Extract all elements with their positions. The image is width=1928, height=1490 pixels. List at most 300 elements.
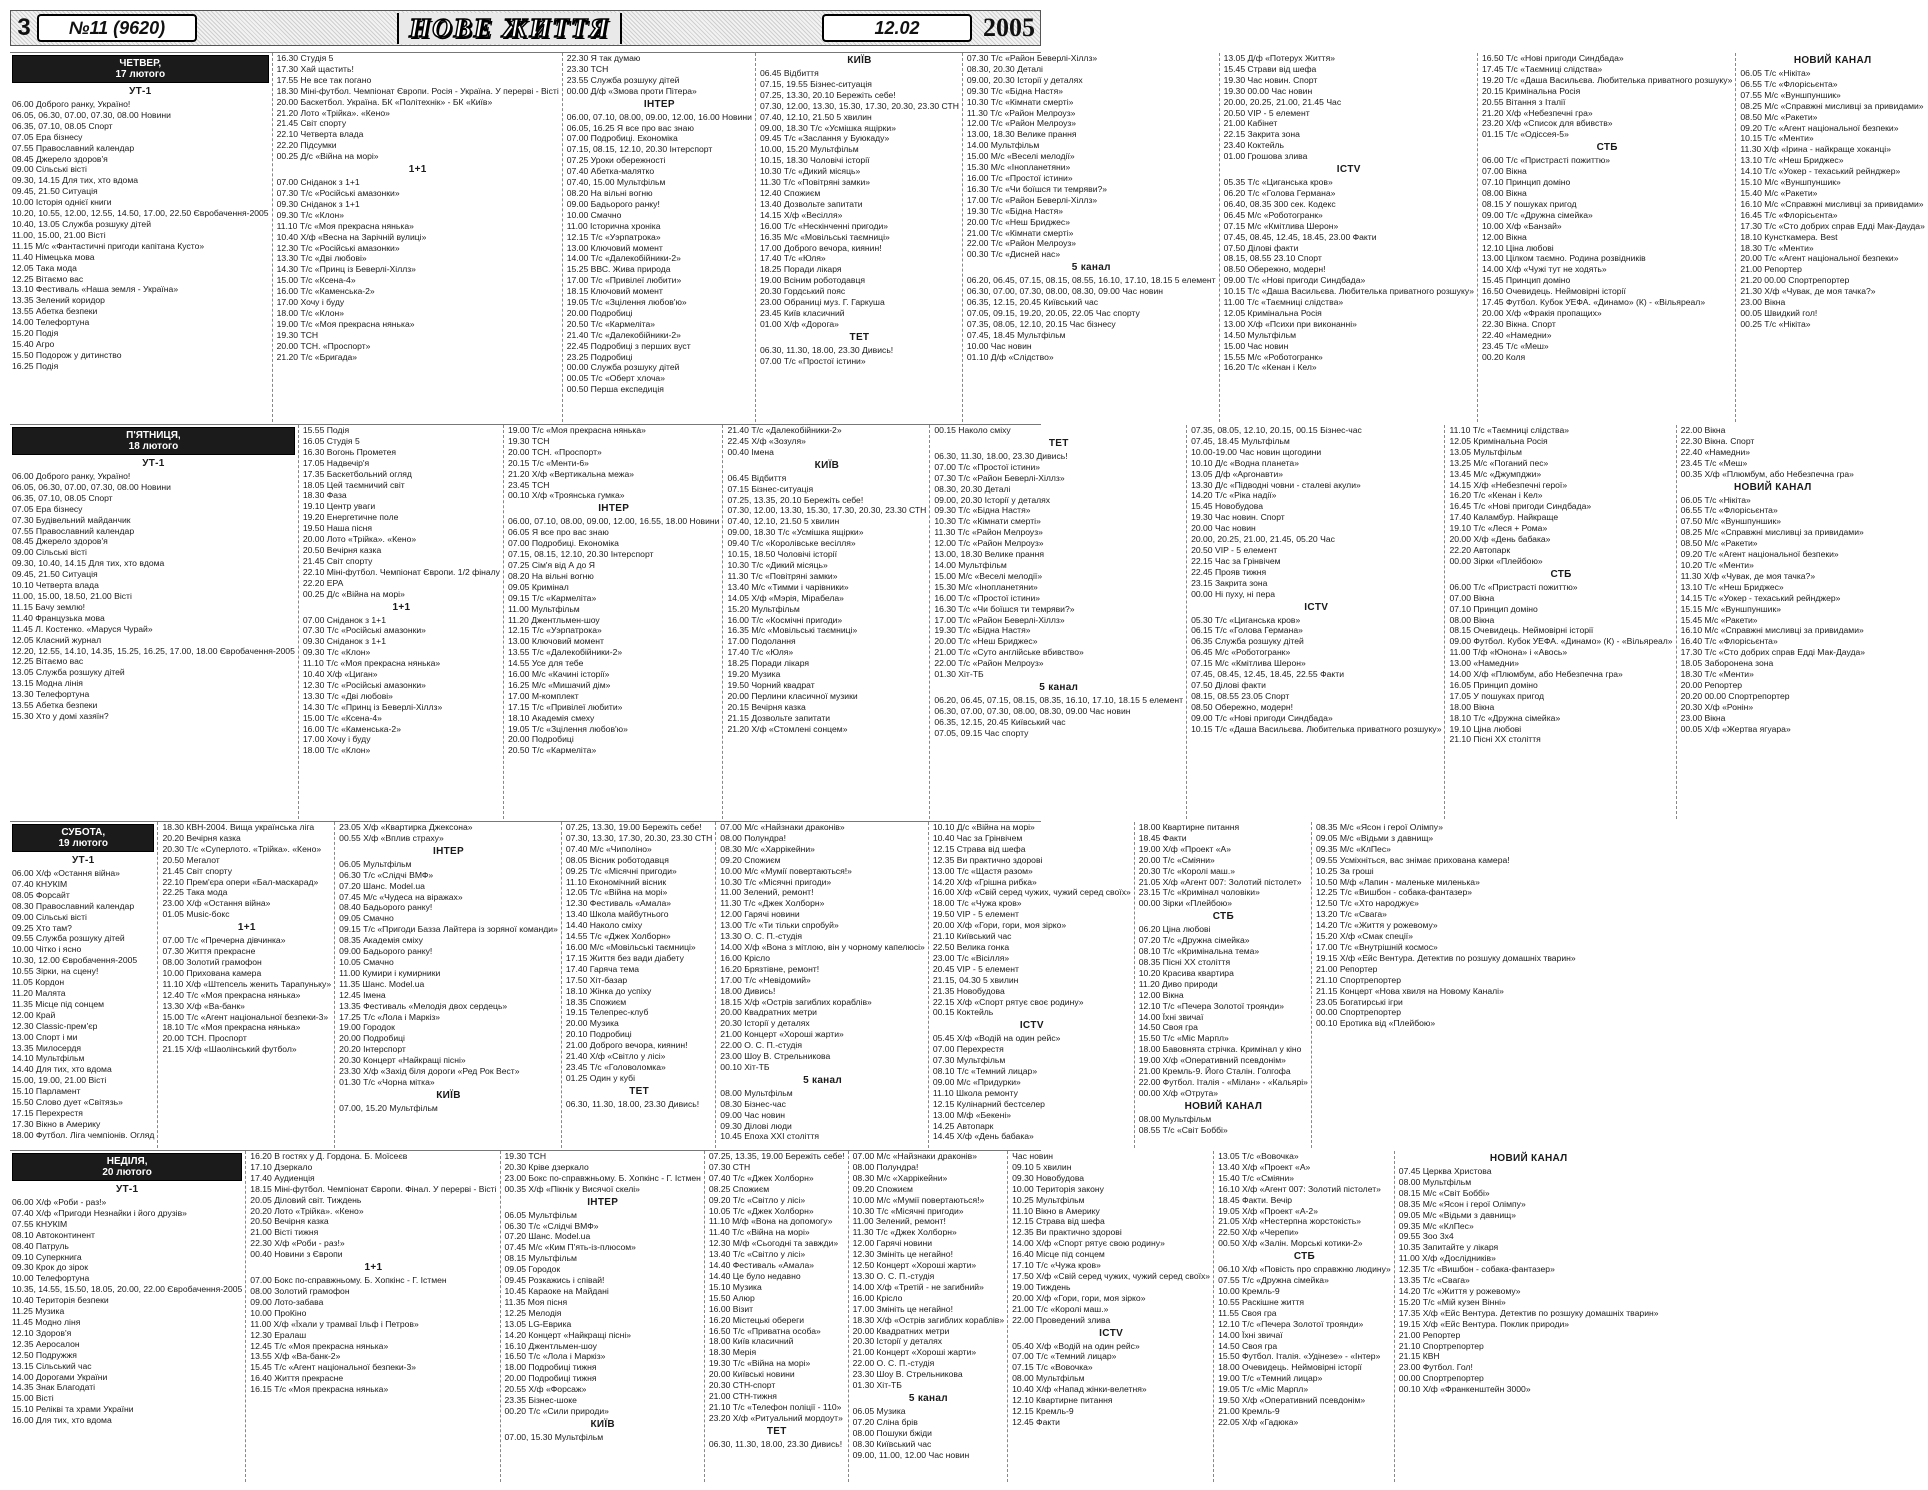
- program-entry: 14.45 Х/ф «День бабака»: [932, 1131, 1034, 1142]
- program-entry: 15.50 Алюр: [708, 1292, 755, 1303]
- program-entry: 06.30, 11.30, 18.00, 23.30 Дивись!: [565, 1098, 700, 1109]
- program-entry: 14.00 Х/ф «Третій - не загибний»: [852, 1281, 984, 1292]
- program-entry: 06.55 Т/с «Флорісьєнта»: [1740, 78, 1838, 89]
- program-entry: 16.00 Т/с «Каменська-2»: [302, 723, 401, 734]
- program-entry: 16.30 Студія 5: [276, 53, 334, 63]
- program-entry: 08.50 М/с «Ракети»: [1680, 538, 1758, 549]
- program-entry: 11.10 Школа ремонту: [932, 1087, 1018, 1098]
- program-entry: 06.45 Відбиття: [727, 472, 787, 483]
- listing-column: [298, 425, 503, 819]
- program-entry: 15.50 Т/с «Міс Марпл»: [1138, 1033, 1229, 1044]
- program-entry: 09.55 Усміхніться, вас знімає прихована камера!: [1315, 854, 1510, 865]
- program-entry: 10.00 М/с «Мумії повертаються!»: [852, 1194, 985, 1205]
- program-entry: 22.10 Прем'єра опери «Бал-маскарад»: [162, 876, 319, 887]
- program-entry: 07.35, 08.05, 12.10, 20.15, 00.15 Бізнес-час: [1191, 425, 1362, 435]
- program-entry: 20.00 Х/ф «День бабака»: [1449, 534, 1551, 545]
- program-entry: 06.45 Відбиття: [759, 68, 819, 78]
- program-entry: 18.45 Факти. Вечір: [1218, 1194, 1293, 1205]
- program-entry: 17.15 Перехрестя: [12, 1107, 83, 1118]
- program-entry: 11.10 Вікно в Америку: [1012, 1205, 1100, 1216]
- program-entry: 15.20 Мультфільм: [727, 603, 800, 614]
- program-entry: 11.00 Х/ф «Їхали у трамваї Ільф і Петров»: [250, 1318, 419, 1329]
- program-entry: 13.00 Спорт і ми: [12, 1031, 78, 1042]
- newspaper-logo: НОВЕ ЖИТТЯ: [197, 13, 822, 44]
- program-entry: 21.15 КВН: [1398, 1351, 1440, 1362]
- program-entry: 12.50 Т/с «Хто народжує»: [1315, 898, 1419, 909]
- program-entry: 18.35 Спожиєм: [565, 996, 627, 1007]
- program-entry: 22.30 Вікна. Спорт: [1482, 318, 1556, 329]
- program-entry: 22.00 Проведений злива: [1012, 1314, 1111, 1325]
- program-entry: 22.15 Х/ф «Спорт рятує своє родину»: [932, 996, 1084, 1007]
- program-entry: 16.00 Т/с «Простої істини»: [966, 172, 1073, 183]
- program-entry: 11.35 Місце під сонцем: [12, 998, 105, 1009]
- program-entry: 01.10 Д/ф «Слідство»: [966, 351, 1054, 362]
- program-entry: 21.05 Х/ф «Агент 007: Золотий пістолет»: [1138, 876, 1302, 887]
- program-entry: 13.30 Х/ф «Ва-банк»: [162, 1000, 245, 1011]
- program-entry: 18.15 Ключовий момент: [566, 286, 663, 297]
- program-entry: 09.00 Футбол. Кубок УЕФА. «Динамо» (К) - «Вільяреал»: [1449, 636, 1673, 647]
- program-entry: 11.30 Т/с «Повітряні замки»: [759, 177, 871, 188]
- program-entry: 13.05 Т/с «Вовочка»: [1218, 1151, 1299, 1161]
- program-entry: 08.00 Золотий грамофон: [162, 956, 262, 967]
- program-entry: 12.45 Факти: [1012, 1416, 1060, 1427]
- program-entry: 00.10 Х/ф «Франкенштейн 3000»: [1398, 1384, 1531, 1395]
- program-entry: 18.30 КВН-2004. Вища українська ліга: [162, 822, 315, 832]
- program-entry: 13.30 Телефортуна: [12, 689, 90, 700]
- program-entry: 20.00 Київські новини: [708, 1369, 795, 1380]
- program-entry: 17.00 Доброго вечора, киянин!: [759, 242, 882, 253]
- program-entry: 18.30 Т/с «Менти»: [1740, 242, 1814, 253]
- program-entry: 14.05 Х/ф «Мэрія, Мірабела»: [727, 592, 844, 603]
- program-entry: 09.20 Т/с «Агент національної безпеки»: [1680, 549, 1839, 560]
- program-entry: 17.00 М-комплект: [507, 690, 579, 701]
- program-entry: 20.50 Т/с «Кармеліта»: [566, 318, 656, 329]
- program-entry: 21.00 СТН-тижня: [708, 1390, 777, 1401]
- program-entry: 07.50 Ділові факти: [1223, 242, 1299, 253]
- program-entry: 12.10 Ціна любові: [1482, 242, 1554, 253]
- program-entry: 22.45 Подробиці з перших вуст: [566, 340, 691, 351]
- program-entry: 05.30 Т/с «Циганська кров»: [1191, 614, 1301, 625]
- program-entry: 10.45 Караоке на Майдані: [504, 1285, 609, 1296]
- program-entry: 00.40 Новини з Європи: [250, 1249, 343, 1260]
- program-entry: 23.30 Шоу В. Стрельникова: [852, 1369, 963, 1380]
- listing-column: [1444, 425, 1675, 819]
- program-entry: 09.35 М/с «КлПес»: [1398, 1220, 1474, 1231]
- program-entry: 23.20 Х/ф «Ритуальний мордоут»: [708, 1412, 843, 1423]
- program-entry: 06.05, 06.30, 07.00, 07.30, 08.00 Новини: [12, 109, 171, 120]
- program-entry: 17.55 Не все так погано: [276, 74, 372, 85]
- program-entry: 11.55 Своя гра: [1218, 1307, 1277, 1318]
- channel-heading: КИЇВ: [590, 1418, 615, 1430]
- program-entry: 17.45 Футбол. Кубок УЕФА. «Динамо» (К) - «Вільяреал»: [1482, 297, 1706, 308]
- program-entry: 21.00 Репортер: [1315, 963, 1378, 974]
- masthead: [10, 10, 1041, 46]
- program-entry: 23.20 Х/ф «Список для вбивств»: [1482, 118, 1613, 129]
- day-heading: П'ЯТНИЦЯ, 18 лютого: [12, 427, 295, 455]
- program-entry: 21.15 Дозвольте запитати: [727, 712, 831, 723]
- program-entry: 08.35 М/с «Ясон і герої Олімпу»: [1315, 822, 1443, 832]
- program-entry: 06.00 Т/с «Пристрасті пожиттю»: [1482, 155, 1611, 166]
- program-entry: 23.45 Т/с «Меш»: [1680, 457, 1748, 468]
- program-entry: 20.10 Подробиці: [565, 1029, 632, 1040]
- program-entry: 12.10 Квартирне питання: [1012, 1395, 1113, 1406]
- program-entry: 06.05 Я все про вас знаю: [507, 527, 609, 538]
- program-entry: 08.10 Т/с «Кримінальна тема»: [1138, 946, 1260, 957]
- program-entry: 23.55 Служба розшуку дітей: [566, 74, 680, 85]
- program-entry: 12.35 Ви практично здорові: [932, 854, 1043, 865]
- program-entry: 13.30 Д/с «Підводні човни - сталеві акули»: [1191, 479, 1361, 490]
- program-entry: 09.30 Новобудова: [1012, 1172, 1085, 1183]
- program-entry: Час новин: [1012, 1151, 1053, 1161]
- program-entry: 12.10 Т/с «Печера Золотої троянди»: [1138, 1000, 1285, 1011]
- program-entry: 13.00 Ключовий момент: [507, 636, 604, 647]
- program-entry: 09.30 Т/с «Клон»: [276, 209, 344, 220]
- program-entry: 16.15 Т/с «Моя прекрасна нянька»: [250, 1384, 389, 1395]
- program-entry: 17.00 Хочу і буду: [302, 734, 371, 745]
- program-entry: 08.15, 08.55 23.05 Спорт: [1191, 690, 1290, 701]
- program-entry: 10.45 Епоха XXI століття: [720, 1131, 820, 1142]
- program-entry: 06.30, 07.00, 07.30, 08.00, 08.30, 09.00 Час новин: [934, 705, 1131, 716]
- program-entry: 11.30 Т/с «Район Мелроуз»: [966, 107, 1076, 118]
- program-entry: 07.40 КНУКІМ: [12, 878, 68, 889]
- channel-heading: ТЕТ: [849, 331, 870, 343]
- program-entry: 08.00 Полундра!: [852, 1161, 919, 1172]
- program-entry: 22.00 Футбол. Італія - «Мілан» - «Кальярі»: [1138, 1076, 1308, 1087]
- program-entry: 19.30 Т/с «Бідна Настя»: [966, 205, 1064, 216]
- program-entry: 11.00 Зелений, ремонт!: [720, 887, 814, 898]
- program-entry: 14.50 Своя гра: [1138, 1022, 1198, 1033]
- program-entry: 07.15 Т/с «Вовочка»: [1012, 1362, 1093, 1373]
- program-entry: 07.00 Сніданок з 1+1: [302, 614, 386, 625]
- program-entry: 08.15 Мультфільм: [504, 1253, 577, 1264]
- program-entry: 07.45 М/с «Ким П'ять-із-плюсом»: [504, 1242, 636, 1253]
- program-entry: 18.00 Київ класичний: [708, 1336, 794, 1347]
- day-heading: ЧЕТВЕР, 17 лютого: [12, 55, 269, 83]
- program-entry: 06.40, 08.35 300 сек. Кодекс: [1223, 198, 1336, 209]
- program-entry: 12.35 Т/с «Вишбон - собака-фантазер»: [1398, 1264, 1555, 1275]
- program-entry: 11.20 Диво природи: [1138, 978, 1218, 989]
- program-entry: 15.00, 19.00, 21.00 Вісті: [12, 1075, 107, 1086]
- program-entry: 20.45 VIP - 5 елемент: [932, 963, 1019, 974]
- day-block-friday: [10, 424, 1866, 819]
- program-entry: 07.05, 09.15 Час спорту: [934, 727, 1029, 738]
- program-entry: 11.10 Х/ф «Штепсель женить Тарапуньку»: [162, 978, 332, 989]
- program-entry: 18.30 Міні-футбол. Чемпіонат Європи. Росія - Україна. У перерві - Вісті: [276, 85, 559, 96]
- program-entry: 13.10 Т/с «Неш Бриджес»: [1680, 581, 1784, 592]
- program-entry: 07.45 М/с «Чудеса на віражах»: [339, 891, 463, 902]
- listing-column: [1134, 822, 1311, 1148]
- program-entry: 16.10 Х/ф «Агент 007: Золотий пістолет»: [1218, 1183, 1381, 1194]
- program-entry: 06.20 Т/с «Голова Германа»: [1223, 187, 1336, 198]
- program-entry: 16.00 Візит: [708, 1303, 754, 1314]
- program-entry: 11.40 Німецька мова: [12, 251, 95, 262]
- channel-heading: ІНТЕР: [587, 1196, 619, 1208]
- program-entry: 10.15 Т/с «Даша Васильєва. Любителька приватного розшуку»: [1223, 286, 1474, 297]
- program-entry: 12.05 Т/с «Війна на морі»: [565, 887, 668, 898]
- channel-heading: СТБ: [1596, 142, 1618, 154]
- program-entry: 09.55 Зоо 3x4: [1398, 1231, 1454, 1242]
- program-entry: 01.05 Music-бокс: [162, 909, 230, 920]
- program-entry: 22.15 Закрита зона: [1223, 129, 1300, 140]
- program-entry: 14.30 Т/с «Принц із Беверлі-Хіллз»: [276, 264, 416, 275]
- program-entry: 13.20 Т/с «Свага»: [1315, 909, 1387, 920]
- program-entry: 12.05 Кримінальна Росія: [1223, 307, 1322, 318]
- program-entry: 16.10 Джентльмен-шоу: [504, 1340, 597, 1351]
- program-entry: 20.00, 20.25, 21.00, 21.45, 05.20 Час: [1191, 534, 1335, 545]
- program-entry: 14.40 Це було недавно: [708, 1270, 801, 1281]
- program-entry: 13.00, 18.30 Велике прання: [934, 549, 1044, 560]
- program-entry: 00.10 Х/ф «Троянська гумка»: [507, 490, 625, 501]
- program-entry: 10.00 Територія закону: [1012, 1183, 1104, 1194]
- program-entry: 16.45 Т/с «Нові пригоди Синдбада»: [1449, 501, 1592, 512]
- program-entry: 17.40 Каламбур. Найкраще: [1449, 512, 1559, 523]
- program-entry: 16.00 Для тих, хто вдома: [12, 1415, 112, 1426]
- program-entry: 12.30 Classic-прем'єр: [12, 1020, 98, 1031]
- program-entry: 21.15, 04.30 5 хвилин: [932, 974, 1019, 985]
- program-entry: 16.20 Т/с «Кенан і Кел»: [1223, 362, 1317, 373]
- program-entry: 18.00 Т/с «Клон»: [302, 745, 371, 756]
- program-entry: 23.30 Х/ф «Захід біля дороги «Ред Рок Вест»: [339, 1066, 520, 1077]
- program-entry: 21.35 Новобудова: [932, 985, 1005, 996]
- issue-date: 12.02: [822, 14, 972, 42]
- channel-heading: ІНТЕР: [598, 503, 630, 515]
- program-entry: 23.00 Т/с «Вісілля»: [932, 952, 1010, 963]
- program-entry: 13.00 Ключовий момент: [566, 242, 663, 253]
- program-entry: 09.00, 20.30 Історії у деталях: [934, 494, 1051, 505]
- program-entry: 11.00 Зелений, ремонт!: [852, 1216, 946, 1227]
- program-entry: 09.30 Ділові люди: [720, 1120, 792, 1131]
- program-entry: 09.00 Т/с «Нові пригоди Синдбада»: [1223, 275, 1366, 286]
- program-entry: 23.40 Коктейль: [1223, 140, 1285, 151]
- program-entry: 00.35 Х/ф «Пікнік у Висячої скелі»: [504, 1183, 640, 1194]
- program-entry: 23.15 Закрита зона: [1191, 577, 1268, 588]
- program-entry: 00.20 Коля: [1482, 351, 1526, 362]
- program-entry: 10.30 Т/с «Місячні пригоди»: [852, 1205, 964, 1216]
- program-entry: 06.45 М/с «Роботогранк»: [1191, 647, 1291, 658]
- program-entry: 10.00 Кремль-9: [1218, 1285, 1280, 1296]
- program-entry: 12.15 Страва від шефа: [1012, 1216, 1105, 1227]
- program-entry: 06.00, 07.10, 08.00, 09.00, 12.00, 16.00 Новини: [566, 111, 752, 122]
- program-entry: 19.15 Телепрес-клуб: [565, 1007, 649, 1018]
- program-entry: 07.20 Шанс. Model.ua: [504, 1231, 591, 1242]
- program-entry: 20.20 Вечірня казка: [162, 832, 241, 843]
- program-entry: 07.05 Ера бізнесу: [12, 503, 83, 514]
- program-entry: 08.00 Пошуки бжіди: [852, 1427, 932, 1438]
- program-entry: 17.00 Т/с «Привілеї любити»: [566, 275, 682, 286]
- program-entry: 00.30 Т/с «Дисней нас»: [966, 249, 1061, 260]
- program-entry: 20.15 Кримінальна Росія: [1482, 85, 1581, 96]
- program-entry: 01.30 Хіт-ТБ: [934, 669, 984, 680]
- program-entry: 22.40 «Намедни»: [1680, 446, 1751, 457]
- listing-column: [10, 425, 298, 819]
- program-entry: 14.00 Х/ф «Чужі тут не ходять»: [1482, 264, 1607, 275]
- program-entry: 12.10 Здоров'я: [12, 1327, 72, 1338]
- program-entry: 14.35 Знак Благодаті: [12, 1382, 96, 1393]
- listing-column: [1213, 1151, 1394, 1482]
- program-entry: 10.30 Т/с «Місячні пригоди»: [720, 876, 832, 887]
- program-entry: 07.35, 08.05, 12.10, 20.15 Час бізнесу: [966, 318, 1116, 329]
- program-entry: 10.40, 13.05 Служба розшуку дітей: [12, 218, 152, 229]
- program-entry: 07.00, 15.30 Мультфільм: [504, 1431, 604, 1442]
- program-entry: 09.30 Сніданок з 1+1: [276, 198, 360, 209]
- program-entry: 18.00 Бавовнята стрічка. Кримінал у кіно: [1138, 1044, 1302, 1055]
- program-entry: 17.30 Хай щастить!: [276, 63, 354, 74]
- program-entry: 13.05 Д/ф «Аргонавти»: [1191, 468, 1284, 479]
- program-entry: 21.45 Світ спорту: [162, 865, 233, 876]
- program-entry: 20.00 Х/ф «Гори, гори, моя зірко»: [1012, 1292, 1146, 1303]
- program-entry: 10.30, 12.00 Євробачення-2005: [12, 955, 138, 966]
- program-entry: 21.15 Концерт «Нова хвиля на Новому Каналі»: [1315, 985, 1504, 996]
- program-entry: 06.00 Доброго ранку, Україно!: [12, 471, 131, 481]
- program-entry: 12.40 Т/с «Моя прекрасна нянька»: [162, 989, 301, 1000]
- day-block-saturday: [10, 821, 1576, 1148]
- program-entry: 10.10 Четверта влада: [12, 580, 99, 591]
- program-entry: 06.55 Т/с «Флорісьєнта»: [1680, 505, 1778, 516]
- program-entry: 13.05 LG-Еврика: [504, 1318, 572, 1329]
- program-entry: 23.15 Т/с «Кримінал чоловіки»: [1138, 887, 1260, 898]
- program-entry: 23.00 Футбол. Гол!: [1398, 1362, 1473, 1373]
- program-entry: 07.30 Будівельний майданчик: [12, 514, 131, 525]
- program-entry: 07.55 Православний календар: [12, 142, 135, 153]
- program-entry: 11.10 М/ф «Вона на допомогу»: [708, 1216, 833, 1227]
- listing-column: [1186, 425, 1444, 819]
- program-entry: 21.15 Х/ф «Шаолінський футбол»: [162, 1044, 297, 1055]
- program-entry: 09.05 Смачно: [339, 913, 394, 924]
- program-entry: 13.45 М/с «Джумпджи»: [1449, 468, 1542, 479]
- program-entry: 00.15 Коктейль: [932, 1007, 994, 1018]
- program-entry: 18.00 Дивись!: [720, 985, 776, 996]
- program-entry: 14.15 Х/ф «Небезпечні герої»: [1449, 479, 1568, 490]
- program-entry: 18.25 Поради лікаря: [759, 264, 842, 275]
- program-entry: 09.00 Бадьорого ранку!: [566, 198, 660, 209]
- program-entry: 07.30, 12.00, 13.30, 15.30, 17.30, 20.30, 23.30 СТН: [759, 100, 959, 111]
- program-entry: 08.30, 20.30 Деталі: [966, 63, 1043, 74]
- program-entry: 20.00 Т/с «Агент національної безпеки»: [1740, 253, 1899, 264]
- program-entry: 15.20 Подія: [12, 328, 59, 339]
- program-entry: 09.00 Сільські вісті: [12, 547, 87, 558]
- program-entry: 20.00 Подробиці: [507, 734, 574, 745]
- program-entry: 08.45 Джерело здоров'я: [12, 153, 108, 164]
- program-entry: 11.10 Економічний вісник: [565, 876, 667, 887]
- program-entry: 09.00, 18.30 Т/с «Усмішка ящірки»: [727, 527, 864, 538]
- program-entry: 00.05 Х/ф «Жертва ягуара»: [1680, 723, 1791, 734]
- program-entry: 10.00 ПроКіно: [250, 1307, 307, 1318]
- listing-column: [1394, 1151, 1662, 1482]
- program-entry: 12.30 Фестиваль «Амала»: [565, 898, 672, 909]
- program-entry: 05.40 Х/ф «Водій на один рейс»: [1012, 1340, 1140, 1351]
- program-entry: 19.30 ТСН: [507, 435, 550, 446]
- program-entry: 09.05 М/с «Відьми з давнищ»: [1315, 832, 1434, 843]
- program-entry: 09.00, 18.30 Т/с «Усмішка ящірки»: [759, 122, 896, 133]
- program-entry: 00.25 Т/с «Нікіта»: [1740, 318, 1811, 329]
- listing-column: [704, 1151, 848, 1482]
- program-entry: 20.20 Інтерспорт: [339, 1044, 406, 1055]
- program-entry: 07.15, 19.55 Бізнес-ситуація: [759, 78, 872, 89]
- program-entry: 12.30 М/ф «Сьогодні та завжди»: [708, 1238, 839, 1249]
- listing-column: [157, 822, 334, 1148]
- program-entry: 08.40 Патруль: [12, 1240, 69, 1251]
- program-entry: 18.30 Т/с «Менти»: [1680, 669, 1754, 680]
- program-entry: 20.30 Історії у деталях: [720, 1018, 810, 1029]
- program-entry: 20.15 Вечірня казка: [727, 701, 806, 712]
- listing-column: [962, 53, 1219, 422]
- program-entry: 22.30 Вікна. Спорт: [1680, 435, 1755, 446]
- program-entry: 07.30 Життя прекрасне: [162, 946, 256, 957]
- program-entry: 13.30 Т/с «Дві любові»: [302, 690, 393, 701]
- program-entry: 14.00 Х/ф «Плюмбум, або Небезпечна гра»: [1449, 669, 1623, 680]
- program-entry: 15.00 М/с «Веселі мелодії»: [966, 151, 1075, 162]
- program-entry: 19.00 Х/ф «Проект «А»: [1138, 843, 1232, 854]
- program-entry: 18.00 Очевидець. Неймовірні історії: [1218, 1362, 1362, 1373]
- program-entry: 09.45, 21.50 Ситуація: [12, 569, 98, 580]
- program-entry: 20.20 Лото «Трійка». «Кено»: [250, 1205, 364, 1216]
- program-entry: 14.10 Мультфільм: [12, 1053, 85, 1064]
- program-entry: 16.50 Т/с «Лола і Маркіз»: [504, 1351, 606, 1362]
- program-entry: 06.05 Мультфільм: [504, 1209, 577, 1220]
- program-entry: 07.40, 12.10, 21.50 5 хвилин: [727, 516, 840, 527]
- program-entry: 22.00 О. С. П.-студія: [720, 1040, 802, 1051]
- program-entry: 16.00 Х/ф «Свій серед чужих, чужий серед своїх»: [932, 887, 1131, 898]
- program-entry: 13.10 Фестиваль «Наша земля - Україна»: [12, 284, 179, 295]
- program-entry: 17.15 Життя без вади діабету: [565, 952, 684, 963]
- program-entry: 07.00, 15.20 Мультфільм: [339, 1102, 438, 1113]
- program-entry: 12.15 Т/с «Уэрпатрока»: [566, 231, 661, 242]
- channel-heading: 5 канал: [803, 1074, 843, 1086]
- program-entry: 07.25, 13.35, 20.10 Бережіть себе!: [727, 494, 864, 505]
- channel-heading: ІНТЕР: [643, 98, 675, 110]
- channel-heading: 1+1: [364, 1262, 383, 1274]
- program-entry: 18.10 Т/с «Моя прекрасна нянька»: [162, 1022, 301, 1033]
- program-entry: 10.20, 10.55, 12.00, 12.55, 14.50, 17.00, 22.50 Євробачення-2005: [12, 208, 269, 219]
- program-entry: 15.50 Футбол. Італія. «Удінезе» - «Інтер»: [1218, 1351, 1381, 1362]
- program-entry: 15.30 Хто у домі хазяїн?: [12, 710, 109, 721]
- program-entry: 17.30 Вікно в Америку: [12, 1118, 101, 1129]
- program-entry: 00.40 Імена: [727, 446, 774, 457]
- program-entry: 20.00 Музика: [565, 1018, 619, 1029]
- program-entry: 20.15 Т/с «Менти-6»: [507, 457, 589, 468]
- program-entry: 10.35, 14.55, 15.50, 18.05, 20.00, 22.00 Євробачення-2005: [12, 1284, 243, 1295]
- program-entry: 21.10 Т/с «Телефон поліції - 110»: [708, 1401, 842, 1412]
- program-entry: 18.00 Вікна: [1449, 701, 1495, 712]
- program-entry: 22.50 Х/ф «Черепи»: [1218, 1227, 1299, 1238]
- program-entry: 06.35, 12.15, 20.45 Київський час: [934, 716, 1066, 727]
- program-entry: 23.45 ТСН: [507, 479, 550, 490]
- program-entry: 12.00 Т/с «Район Мелроуз»: [966, 118, 1077, 129]
- program-entry: 08.00 Полундра!: [720, 832, 786, 843]
- program-entry: 18.05 Цей таємничий світ: [302, 479, 405, 490]
- program-entry: 15.00 Т/с «Ксена-4»: [276, 275, 356, 286]
- program-entry: 23.30 ТСН: [566, 63, 609, 74]
- program-entry: 07.00 Подробиці. Економіка: [566, 133, 678, 144]
- program-entry: 09.00 Т/с «Нові пригоди Синдбада»: [1191, 712, 1333, 723]
- program-entry: 23.45 Т/с «Меш»: [1482, 340, 1549, 351]
- program-entry: 12.00 Вікна: [1482, 231, 1527, 242]
- program-entry: 16.30 Т/с «Чи боїшся ти темряви?»: [966, 183, 1108, 194]
- program-entry: 16.50 Очевидець. Неймовірні історії: [1482, 286, 1626, 297]
- program-entry: 14.00 Їхні звичаї: [1218, 1329, 1283, 1340]
- listing-column: [722, 425, 929, 819]
- program-entry: 00.25 Д/с «Війна на морі»: [302, 588, 405, 599]
- program-entry: 13.00 М/ф «Бекені»: [932, 1109, 1012, 1120]
- program-entry: 07.00 Бокс по-справжньому. Б. Хопкінс - Г. Істмен: [250, 1275, 447, 1286]
- program-entry: 21.00 Кремль-9: [1218, 1405, 1280, 1416]
- program-entry: 06.00 Доброго ранку, Україно!: [12, 99, 131, 109]
- program-entry: 07.40 Т/с «Джек Холборн»: [708, 1172, 814, 1183]
- program-entry: 23.00 Шоу В. Стрельникова: [720, 1051, 831, 1062]
- program-entry: 00.00 Д/ф «Змова проти Пітера»: [566, 85, 697, 96]
- program-entry: 12.50 Концерт «Хороші жарти»: [852, 1260, 977, 1271]
- program-entry: 20.00 ТСН. «Проспорт»: [276, 340, 371, 351]
